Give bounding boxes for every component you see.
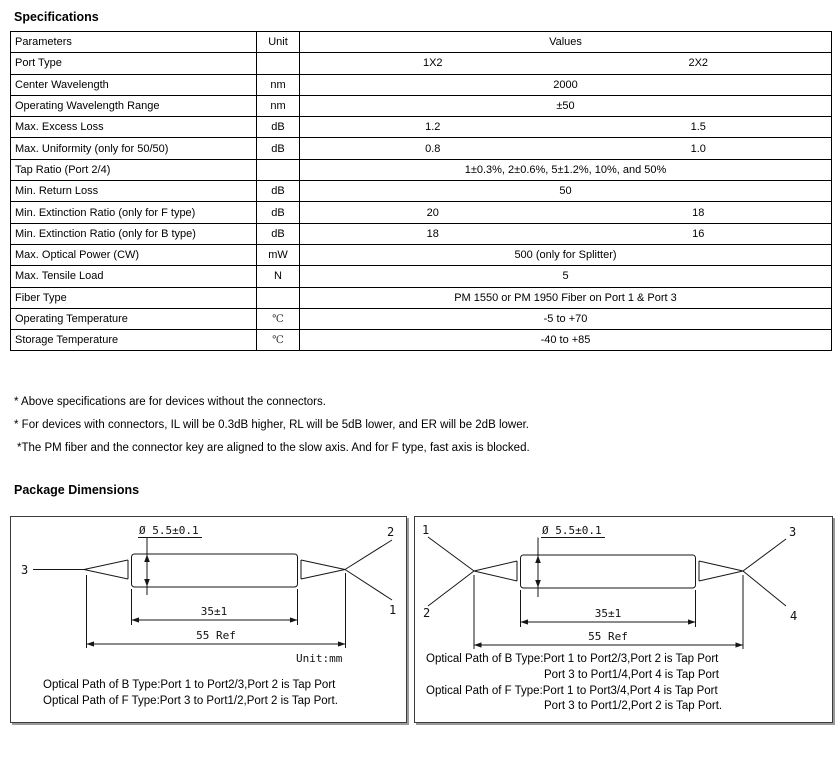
port-2-label: 2 (423, 606, 431, 620)
value-cell (300, 117, 832, 138)
parameter-cell: Max. Excess Loss (11, 117, 257, 138)
port-1-label: 1 (389, 603, 397, 617)
parameter-cell: Port Type (11, 53, 257, 74)
table-row (11, 202, 832, 223)
value-cell (300, 202, 832, 223)
parameter-cell: Operating Wavelength Range (11, 95, 257, 116)
value-half: 1.2 (425, 121, 441, 134)
value-cell: -40 to +85 (300, 330, 832, 351)
unit-cell: ℃ (257, 308, 300, 329)
value-half: 18 (692, 206, 705, 219)
parameter-cell: Min. Extinction Ratio (only for F type) (11, 202, 257, 223)
parameter-cell: Max. Uniformity (only for 50/50) (11, 138, 257, 159)
parameter-cell: Storage Temperature (11, 330, 257, 351)
unit-cell: dB (257, 138, 300, 159)
unit-cell: nm (257, 74, 300, 95)
footnote-line: * For devices with connectors, IL will be 0.3dB higher, RL will be 5dB lower, and ER will be 2dB lower. (14, 419, 529, 431)
value-half: 0.8 (425, 142, 441, 155)
value-cell: 1±0.3%, 2±0.6%, 5±1.2%, 10%, and 50% (300, 159, 832, 180)
parameter-cell: Max. Optical Power (CW) (11, 244, 257, 265)
optical-path-notes (426, 652, 722, 715)
optical-path-line: Port 3 to Port1/4,Port 4 is Tap Port (544, 668, 719, 681)
table-row (11, 181, 832, 202)
parameter-cell: Fiber Type (11, 287, 257, 308)
header-parameters: Parameters (11, 32, 257, 53)
port-3-label: 3 (789, 525, 797, 539)
value-cell (300, 53, 832, 74)
footnote-line: *The PM fiber and the connector key are aligned to the slow axis. And for F type, fast axis is blocked. (17, 442, 530, 454)
diameter-dimension-label: Ø 5.5±0.1 (542, 524, 602, 537)
value-cell: 2000 (300, 74, 832, 95)
unit-cell (257, 159, 300, 180)
table-row (11, 159, 832, 180)
port-1-label: 1 (422, 523, 430, 537)
value-half: 20 (426, 206, 439, 219)
unit-cell: dB (257, 117, 300, 138)
optical-path-notes (43, 678, 338, 710)
footnote-line: * Above specifications are for devices without the connectors. (14, 396, 326, 408)
parameter-cell: Max. Tensile Load (11, 266, 257, 287)
table-row (11, 74, 832, 95)
unit-cell: dB (257, 223, 300, 244)
table-row (11, 287, 832, 308)
value-half: 16 (692, 227, 705, 240)
value-cell: ±50 (300, 95, 832, 116)
parameter-cell: Min. Return Loss (11, 181, 257, 202)
table-row (11, 53, 832, 74)
unit-cell (257, 287, 300, 308)
diameter-dimension-label: Ø 5.5±0.1 (139, 524, 199, 537)
value-cell: -5 to +70 (300, 308, 832, 329)
package-drawing-1x2 (10, 516, 407, 723)
body-length-dimension-label: 35±1 (594, 607, 622, 620)
optical-path-line: Optical Path of B Type:Port 1 to Port2/3,Port 2 is Tap Port (43, 679, 336, 691)
port-2-label: 2 (387, 525, 395, 539)
table-row (11, 223, 832, 244)
table-row (11, 266, 832, 287)
unit-cell: dB (257, 202, 300, 223)
port-3-label: 3 (21, 563, 29, 577)
optical-path-line: Port 3 to Port1/2,Port 2 is Tap Port. (544, 700, 723, 713)
unit-cell: ℃ (257, 330, 300, 351)
value-cell: PM 1550 or PM 1950 Fiber on Port 1 & Port 3 (300, 287, 832, 308)
specifications-heading: Specifications (14, 10, 99, 24)
value-cell: 50 (300, 181, 832, 202)
unit-cell (257, 53, 300, 74)
value-half: 2X2 (688, 57, 709, 70)
parameter-cell: Operating Temperature (11, 308, 257, 329)
value-half: 1.5 (690, 121, 706, 134)
specifications-table (10, 31, 832, 351)
value-half: 1X2 (422, 57, 443, 70)
footnotes (14, 391, 530, 460)
optical-path-line: Optical Path of F Type:Port 3 to Port1/2,Port 2 is Tap Port. (43, 694, 338, 707)
unit-label: Unit:mm (296, 652, 343, 665)
overall-length-dimension-label: 55 Ref (588, 630, 628, 643)
unit-cell: mW (257, 244, 300, 265)
value-cell: 500 (only for Splitter) (300, 244, 832, 265)
port-4-label: 4 (790, 609, 798, 623)
package-dimensions-heading: Package Dimensions (14, 483, 140, 497)
parameter-cell: Center Wavelength (11, 74, 257, 95)
value-half: 1.0 (690, 142, 706, 155)
optical-path-line: Optical Path of F Type:Port 1 to Port3/4,Port 4 is Tap Port (426, 684, 718, 697)
table-row (11, 117, 832, 138)
value-cell (300, 223, 832, 244)
parameter-cell: Min. Extinction Ratio (only for B type) (11, 223, 257, 244)
table-row (11, 138, 832, 159)
package-drawing-2x2 (414, 516, 833, 723)
table-row (11, 244, 832, 265)
value-cell: 5 (300, 266, 832, 287)
unit-cell: N (257, 266, 300, 287)
value-cell (300, 138, 832, 159)
header-values: Values (300, 32, 832, 53)
parameter-cell: Tap Ratio (Port 2/4) (11, 159, 257, 180)
header-unit: Unit (257, 32, 300, 53)
body-length-dimension-label: 35±1 (200, 605, 228, 618)
unit-cell: dB (257, 181, 300, 202)
optical-path-line: Optical Path of B Type:Port 1 to Port2/3,Port 2 is Tap Port (426, 653, 719, 665)
spec-table-body (11, 32, 832, 351)
table-row (11, 95, 832, 116)
value-half: 18 (426, 227, 439, 240)
unit-cell: nm (257, 95, 300, 116)
table-header-row (11, 32, 832, 53)
table-row (11, 308, 832, 329)
table-row (11, 330, 832, 351)
overall-length-dimension-label: 55 Ref (196, 629, 236, 642)
